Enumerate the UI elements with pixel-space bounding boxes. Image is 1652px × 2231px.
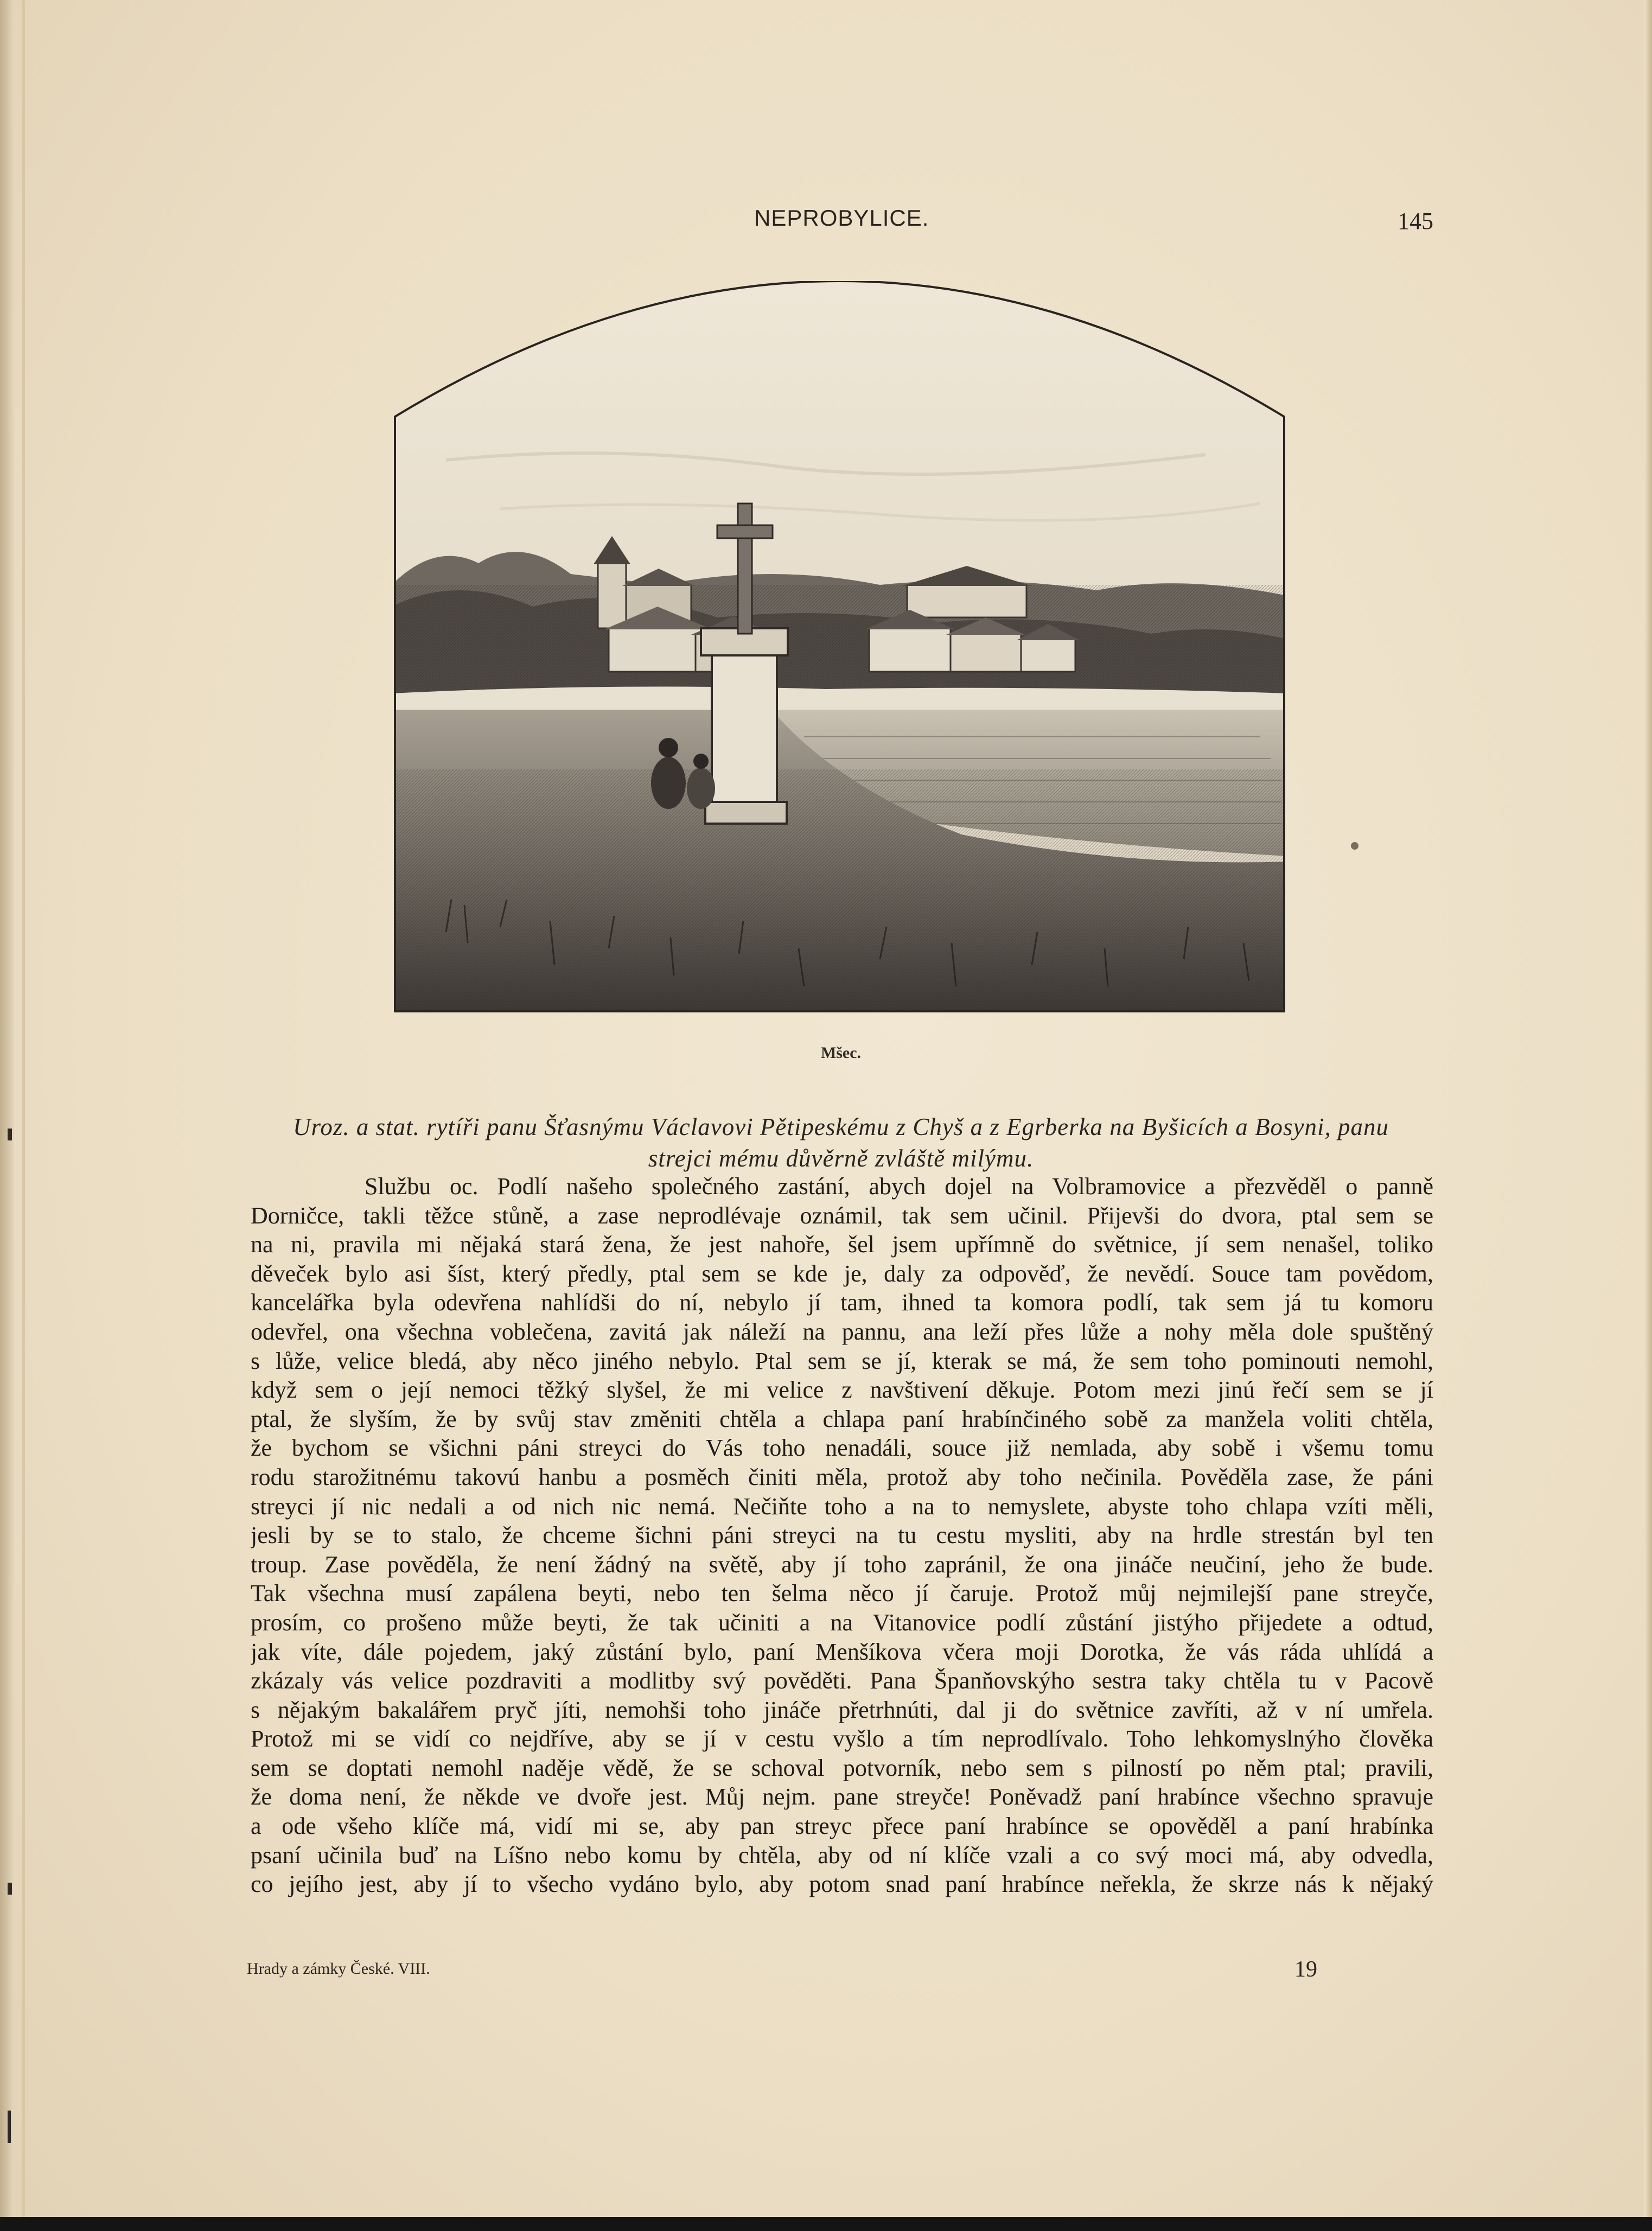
margin-mark bbox=[8, 2111, 11, 2143]
running-title: NEPROBYLICE. bbox=[754, 205, 929, 231]
text-line: že doma není, že někde ve dvoře jest. Můj nejm. pane streyče! Poněvadž paní hrabínce všechno spravuje bbox=[251, 1783, 1433, 1811]
figure-caption: Mšec. bbox=[820, 1044, 862, 1062]
text-line: ptal, že slyším, že by svůj stav změniti chtěla a chlapa paní hrabínčiného sobě za manžela voliti chtěla, bbox=[251, 1405, 1433, 1432]
text-line: jesli by se to stalo, že chceme šichni páni streyci na tu cestu mysliti, aby na hrdle strestán byl ten bbox=[251, 1522, 1433, 1549]
text-line: streyci jí nic nedali a od nich nic nemá. Nečiňte toho a na to nemyslete, abyste toho chlapa vzíti měli, bbox=[251, 1493, 1433, 1520]
paper-speck bbox=[1351, 842, 1358, 850]
text-line: Službu oc. Podlí našeho společného zastání, abych dojel na Volbramovice a přezvěděl o panně bbox=[365, 1173, 1433, 1200]
text-line: na ni, pravila mi nějaká stará žena, že jest nahoře, šel jsem upřímně do světnice, jí sem nenašel, toliko bbox=[251, 1231, 1433, 1258]
text-line: děveček bylo asi šíst, který předly, ptal sem se kde je, daly za odpověď, že nevědí. Souce tam povědom, bbox=[251, 1260, 1433, 1287]
letter-salutation bbox=[250, 1111, 1432, 1174]
text-line: zkázaly vás velice pozdraviti a modlitby svý pověděti. Pana Španňovskýho sestra taky chtěla tu v Pacově bbox=[251, 1667, 1433, 1694]
text-line: rodu starožitnému takovú hanbu a posměch činiti měla, protož aby toho nečinila. Pověděla zase, že páni bbox=[251, 1463, 1433, 1490]
page-header bbox=[0, 205, 1652, 243]
text-line: psaní učinila buď na Líšno nebo komu by chtěla, aby od ní klíče vzali a co svý moci má, aby odvedla, bbox=[251, 1841, 1433, 1869]
salutation-line: Uroz. a stat. rytíři panu Šťasnýmu Václavovi Pětipeskému z Chyš a z Egrberka na Byšicích a Bosyni, panu bbox=[293, 1113, 1389, 1140]
text-line: když sem o její nemoci těžký slyšel, že mi velice z navštivení děkuje. Potom mezi jinú řečí sem se jí bbox=[251, 1376, 1433, 1404]
letter-body bbox=[251, 1172, 1433, 1899]
text-line: Protož mi se vidí co nejdříve, aby se jí v cestu vyšlo a tím neprodlívalo. Toho lehkomyslnýho člověka bbox=[251, 1725, 1433, 1752]
margin-mark bbox=[8, 1129, 12, 1140]
page-footer bbox=[0, 1957, 1652, 1987]
text-line: s nějakým bakalářem pryč jíti, nemohši toho jináče přetrhnúti, dal ji do světnice zavříti, až v ní umřela. bbox=[251, 1696, 1433, 1723]
series-title: Hrady a zámky České. VIII. bbox=[247, 1960, 430, 1978]
text-line: prosím, co prošeno může beyti, že tak učiniti a na Vitanovice podlí zůstání jistýho přijedete a odtud, bbox=[251, 1609, 1433, 1636]
text-line: jak víte, dále pojedem, jaký zůstání bylo, paní Menšíkova včera moji Dorotka, že vás ráda uhlídá a bbox=[251, 1638, 1433, 1665]
illustration-msec bbox=[392, 281, 1287, 1015]
text-line: sem se doptati nemohl naděje vědě, že se schoval potvorník, nebo sem s pilností po něm ptal; pravili, bbox=[251, 1754, 1433, 1781]
text-line: Tak všechna musí zapálena beyti, nebo ten šelma něco jí čaruje. Protož můj nejmilejší pane streyče, bbox=[251, 1580, 1433, 1607]
left-page-edge bbox=[0, 0, 14, 2231]
text-line: odevřel, ona všechna voblečena, zavitá jak náleží na pannu, ana leží přes lůže a nohy měla dole spuštěný bbox=[251, 1318, 1433, 1345]
text-line: s lůže, velice bledá, aby něco jiného nebylo. Ptal sem se jí, kterak se má, že sem toho pominouti nemohl, bbox=[251, 1347, 1433, 1374]
text-line: a ode všeho klíče má, vidí mi se, aby pan streyc přece paní hrabínce se opověděl a paní hrabínka bbox=[251, 1813, 1433, 1840]
gutter-shadow bbox=[22, 0, 25, 2231]
text-line: kancelářka byla odevřena nahlídši do ní, nebylo jí tam, ihned ta komora podlí, tak sem já tu komoru bbox=[251, 1289, 1433, 1316]
scan-bottom-band bbox=[0, 2217, 1652, 2231]
printer-signature: 19 bbox=[1294, 1957, 1317, 1982]
text-line: že bychom se všichni páni streyci do Vás toho nenadáli, souce již nemlada, aby sobě i všemu tomu bbox=[251, 1435, 1433, 1462]
salutation-line: strejci mému důvěrně zvláště milýmu. bbox=[648, 1145, 1034, 1172]
text-line: Dorničce, takli těžce stůně, a zase neprodlévaje oznámil, tak sem učinil. Přijevši do dvora, ptal sem se bbox=[251, 1202, 1433, 1229]
text-line: troup. Zase pověděla, že není žádný na světě, aby jí toho zapránil, že ona jináče neučiní, jeho že bude. bbox=[251, 1551, 1433, 1578]
margin-mark bbox=[8, 1883, 12, 1895]
page-number: 145 bbox=[1398, 208, 1433, 234]
right-page-edge bbox=[1644, 0, 1652, 2231]
text-line: co jejího jest, aby jí to všecho vydáno bylo, aby potom snad paní hrabínce neřekla, že skrze nás k nějaký bbox=[251, 1871, 1433, 1898]
